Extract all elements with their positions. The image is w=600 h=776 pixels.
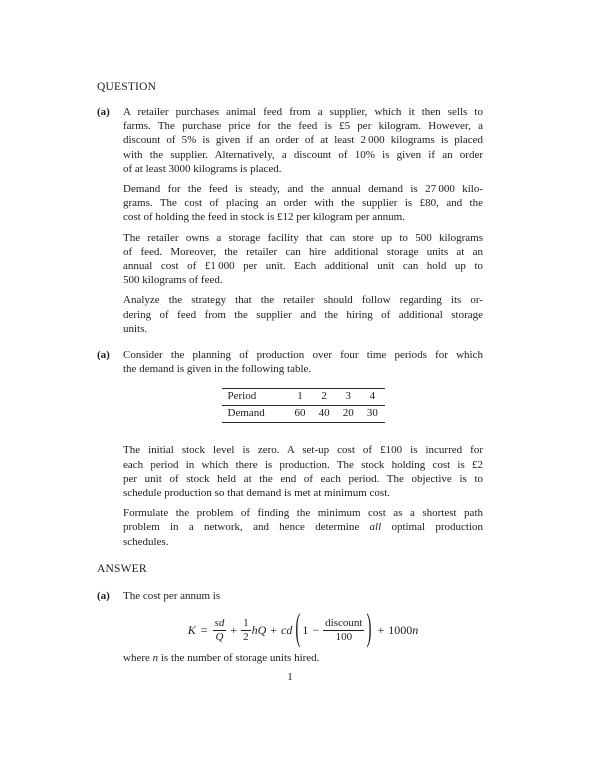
formula-fraction-discount-100: $\frac{\text{discount}}{100}$ bbox=[325, 616, 363, 644]
text-line: The retailer owns a storage facility that can store up to 500 kilograms bbox=[123, 231, 483, 244]
formula-plus: + bbox=[377, 622, 385, 637]
text-line: schedules. bbox=[123, 535, 169, 548]
formula-term-hQ: hQ bbox=[251, 622, 267, 637]
text-line: A retailer purchases animal feed from a supplier, which it then sells to bbox=[123, 106, 483, 118]
text-line: dering of feed from the supplier and the hiring of additional storage bbox=[123, 308, 483, 321]
formula-coeff-cd: cd bbox=[281, 622, 293, 637]
answer-heading: ANSWER bbox=[97, 562, 147, 575]
formula-var-K: K bbox=[187, 622, 196, 637]
demand-table bbox=[222, 388, 385, 423]
table-cell: 20 bbox=[336, 406, 360, 423]
text-line: units. bbox=[123, 322, 148, 335]
text-line: where n is the number of storage units hired. bbox=[123, 652, 320, 665]
text-line: 500 kilograms of feed. bbox=[123, 274, 223, 287]
item-label: (a) bbox=[97, 349, 110, 362]
question-heading: QUESTION bbox=[97, 81, 157, 93]
formula-fraction-1-2: $\frac{1}{2}$ bbox=[243, 616, 249, 644]
table-cell: 30 bbox=[360, 406, 384, 423]
paragraph bbox=[123, 348, 483, 376]
demand-table-wrapper bbox=[222, 388, 385, 423]
text-line: farms. The purchase price for the feed is £5 per kilogram. However, a bbox=[123, 120, 483, 133]
text-line: cost of holding the feed in stock is £12 per kilogram per annum. bbox=[123, 211, 405, 224]
text-line: problem in a network, and hence determine all optimal production bbox=[123, 521, 484, 534]
table-cell: 40 bbox=[312, 406, 336, 423]
paragraph bbox=[123, 182, 483, 225]
text-line: discount of 5% is given if an order of at least 2 000 kilograms is placed bbox=[123, 134, 483, 147]
formula-const-1000: 1000 bbox=[388, 622, 413, 637]
table-cell: 60 bbox=[288, 406, 312, 423]
text-line: each period in which there is production. The stock holding cost is £2 bbox=[123, 458, 483, 471]
formula-minus: − bbox=[312, 622, 320, 637]
paragraph bbox=[123, 293, 483, 336]
table-header-cell: 3 bbox=[336, 389, 360, 406]
text-line: Analyze the strategy that the retailer should follow regarding its or- bbox=[123, 294, 483, 307]
paragraph bbox=[123, 443, 483, 500]
table-header-cell: Period bbox=[222, 389, 288, 406]
formula-var-n: n bbox=[412, 622, 419, 637]
paragraph bbox=[123, 231, 483, 288]
page-number: 1 bbox=[287, 671, 293, 683]
paragraph bbox=[123, 105, 483, 176]
table-row bbox=[222, 406, 385, 423]
text-line: The initial stock level is zero. A set-up cost of £100 is incurred for bbox=[123, 444, 483, 457]
table-header-cell: 4 bbox=[360, 389, 384, 406]
formula-one: 1 bbox=[302, 622, 309, 637]
text-line: Consider the planning of production over four time periods for which bbox=[123, 349, 483, 362]
formula-close-paren: ) bbox=[366, 608, 372, 650]
table-row bbox=[222, 389, 385, 406]
text-line: grams. The cost of placing an order with the supplier is £80, and the bbox=[123, 197, 483, 210]
paragraph bbox=[123, 589, 483, 603]
item-label: (a) bbox=[97, 106, 110, 118]
paragraph bbox=[123, 651, 483, 665]
formula-plus: + bbox=[270, 622, 278, 637]
text-line: the demand is given in the following table. bbox=[123, 363, 312, 376]
text-line: The cost per annum is bbox=[123, 589, 221, 602]
text-line: Formulate the problem of finding the minimum cost as a shortest path bbox=[123, 507, 483, 520]
formula-equals: = bbox=[200, 622, 208, 637]
text-line: with the supplier. Alternatively, a discount of 10% is given if an order bbox=[123, 148, 483, 161]
item-label: (a) bbox=[97, 589, 110, 602]
text-line: per unit of stock held at the end of each period. The objective is to bbox=[123, 472, 483, 485]
table-header-cell: 1 bbox=[288, 389, 312, 406]
question-item-a2 bbox=[97, 348, 483, 549]
text-line: of feed. Moreover, the retailer can hire additional storage units at an bbox=[123, 245, 483, 258]
cost-formula bbox=[123, 609, 483, 651]
text-block bbox=[97, 80, 483, 665]
table-cell: Demand bbox=[222, 406, 288, 423]
text-line: schedule production so that demand is met at minimum cost. bbox=[123, 487, 391, 500]
question-item-a1 bbox=[97, 105, 483, 336]
answer-item-a bbox=[97, 589, 483, 665]
text-line: Demand for the feed is steady, and the annual demand is 27 000 kilo- bbox=[123, 183, 483, 196]
table-header-cell: 2 bbox=[312, 389, 336, 406]
paragraph bbox=[123, 506, 483, 549]
text-line: annual cost of £1 000 per unit. Each additional unit can hold up to bbox=[123, 260, 483, 273]
text-line: of at least 3000 kilograms is placed. bbox=[123, 162, 282, 175]
formula-fraction-sd-Q: $\frac{sd}{Q}$ bbox=[214, 616, 225, 644]
formula-plus: + bbox=[230, 622, 238, 637]
formula-open-paren: ( bbox=[295, 608, 301, 650]
